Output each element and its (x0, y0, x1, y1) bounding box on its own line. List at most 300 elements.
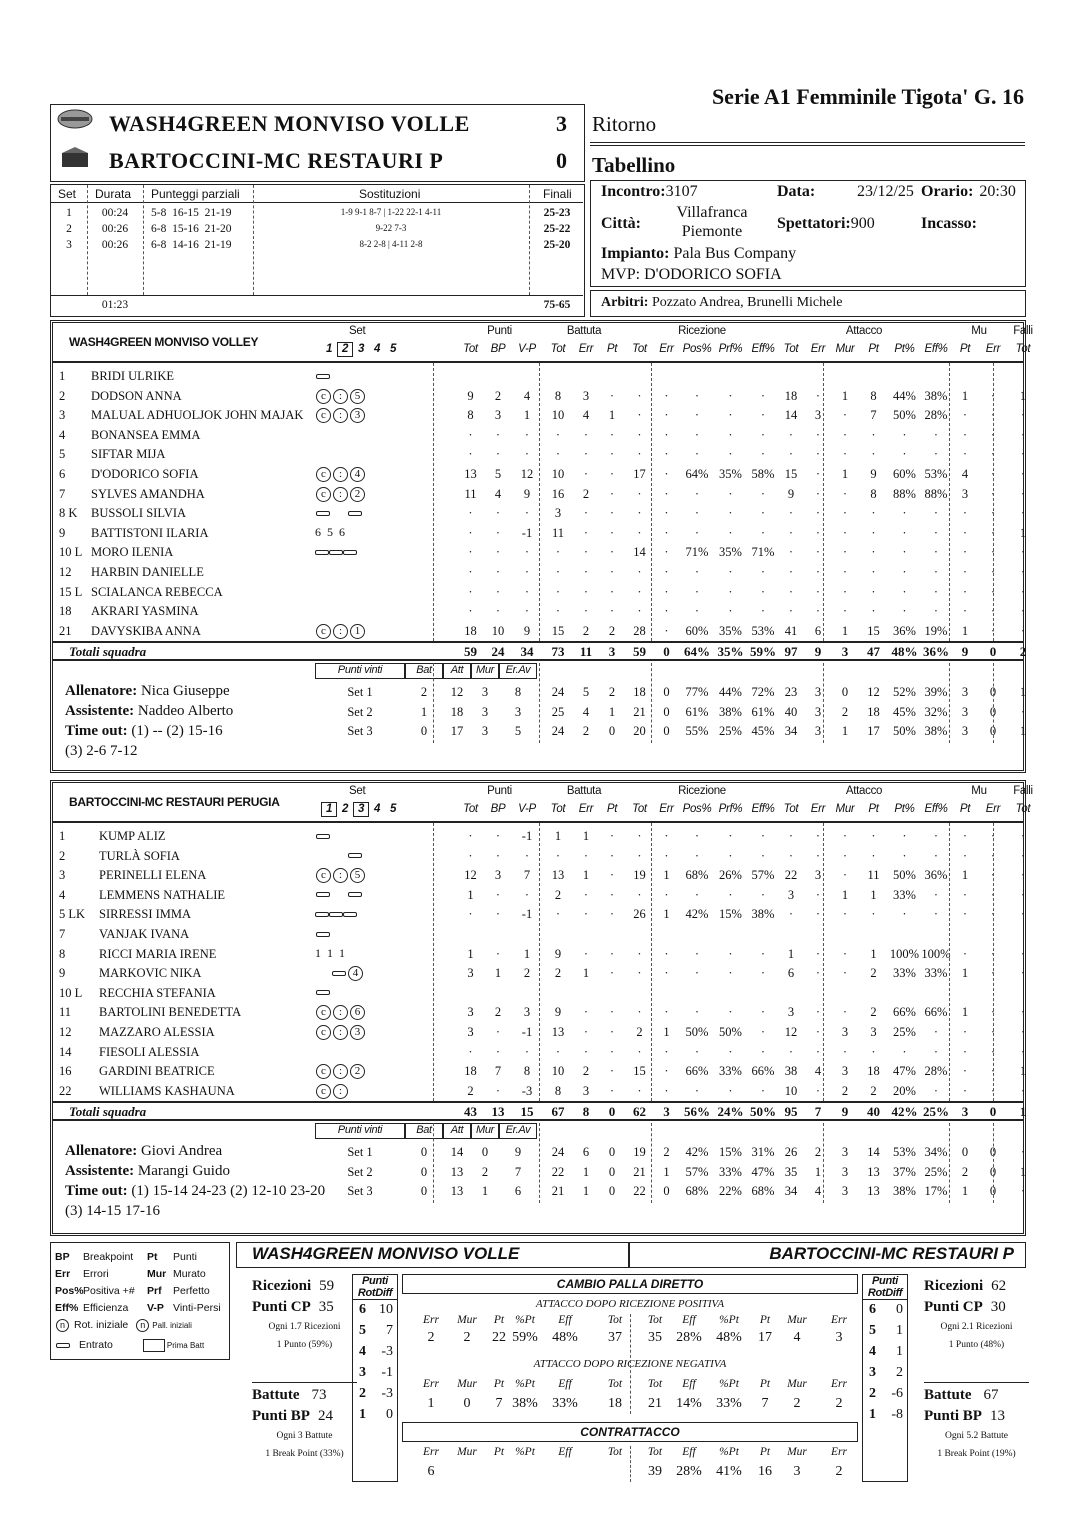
set-stat-cell: 3 (814, 685, 822, 699)
stat-cell: 33% (719, 1064, 742, 1079)
player-name: TURLÀ SOFIA (99, 848, 180, 863)
stat-cell: · (962, 584, 968, 599)
pv-header: Mur (471, 1123, 499, 1139)
pv-cell: 0 (420, 724, 428, 738)
col-header: Pt% (894, 343, 915, 355)
stat-cell: -3 (521, 1083, 533, 1098)
player-number: 16 (59, 1064, 72, 1079)
impianto-value: Pala Bus Company (673, 245, 797, 262)
set-stats-row (53, 1163, 1027, 1182)
stat-cell: · (694, 506, 700, 521)
col-header: Pt (959, 803, 971, 815)
set-row-3: 3 00:26 6-8 14-16 21-19 8-2 2-8 | 4-11 2-8 25-20 (66, 239, 571, 251)
stat-cell: 38 (784, 1064, 798, 1079)
stat-cell: · (524, 545, 530, 560)
stat-cell: · (728, 887, 733, 902)
ratio-text: Ogni 1.7 Ricezioni (268, 1322, 341, 1332)
set-stats-row (53, 703, 1026, 722)
stat-cell: 3 (467, 966, 474, 981)
set-stat-cell: 1 (1019, 724, 1027, 738)
stat-cell: · (637, 887, 642, 902)
player-row (53, 602, 1026, 622)
stat-cell: · (760, 486, 766, 501)
stat-cell: · (637, 1044, 642, 1059)
col-header: Pt (868, 343, 879, 355)
stat-cell: · (871, 829, 876, 843)
stat-cell: · (1020, 1025, 1026, 1039)
total-cell: 43 (464, 1104, 477, 1119)
stat-cell: · (694, 1083, 700, 1098)
stat-cell: 66% (685, 1064, 709, 1079)
stat-cell: · (815, 1025, 821, 1039)
stat-cell: · (524, 584, 530, 599)
stat-cell: · (990, 584, 996, 599)
incontro-label: Incontro: (601, 183, 666, 200)
set-row-1: 1 00:24 5-8 16-15 21-19 1-9 9-1 8-7 | 1-22 22-1 4-11 25-23 (66, 207, 571, 219)
stat-cell: · (902, 506, 907, 521)
stat-cell: 1 (663, 1025, 670, 1039)
stat-cell: 60% (685, 623, 709, 638)
set-stat-cell: · (1020, 1145, 1026, 1159)
set-stat-cell: 3 (841, 1184, 849, 1198)
pv-cell: 7 (514, 1164, 522, 1179)
pv-cell: 13 (450, 1184, 464, 1198)
set-stat-cell: 25% (719, 724, 742, 738)
pv-cell: 2 (420, 685, 428, 699)
stat-cell: · (990, 868, 996, 883)
battute-value: 67 (983, 1387, 999, 1403)
stat-cell: · (468, 1044, 473, 1059)
player-number: 22 (59, 1083, 72, 1098)
stat-cell: · (933, 584, 939, 599)
rotation-circle: 5 (350, 868, 365, 883)
player-name: VANJAK IVANA (99, 927, 190, 941)
stat-cell: · (1020, 467, 1026, 481)
stat-cell: 88% (924, 486, 948, 501)
set-label: Set 2 (347, 704, 373, 719)
set-stat-cell: 0 (961, 1145, 969, 1159)
match-info-box (590, 180, 1026, 287)
stat-cell: · (842, 868, 848, 883)
stat-cell: 2 (582, 1064, 590, 1079)
stat-cell: · (788, 1044, 794, 1059)
stat-cell: · (788, 604, 794, 619)
stat-cell: · (933, 525, 939, 540)
stat-cell: · (1020, 1044, 1026, 1059)
pv-cell: 3 (481, 704, 489, 719)
total-cell: 2 (1019, 644, 1027, 659)
stat-cell: · (609, 506, 615, 521)
stat-cell: 17 (633, 467, 646, 481)
player-sets (315, 505, 405, 520)
stat-cell: 1 (494, 966, 502, 981)
ricezioni-value: 59 (319, 1278, 335, 1294)
set-stat-cell: 33% (719, 1164, 742, 1179)
stat-cell: 1 (582, 966, 590, 981)
stat-cell: 2 (467, 1083, 474, 1098)
stat-cell: · (524, 848, 530, 863)
stat-cell: · (694, 525, 700, 540)
set-number: 5 (389, 803, 397, 815)
rotation-circle: 3 (350, 1025, 365, 1040)
player-row (53, 367, 1023, 387)
stat-cell: · (962, 525, 968, 540)
player-row (53, 1062, 1027, 1082)
stat-cell: · (694, 829, 700, 843)
player-name: D'ODORICO SOFIA (91, 467, 199, 481)
punti-cp-value: 35 (318, 1299, 334, 1315)
stat-cell: · (990, 388, 996, 403)
set-label: Set 1 (347, 685, 373, 699)
set-label: Set 1 (347, 1145, 373, 1159)
total-cell: 56% (684, 1104, 710, 1119)
set-stat-cell: 17% (924, 1184, 948, 1198)
stat-cell: · (609, 486, 615, 501)
stat-cell: · (524, 506, 530, 521)
pv-cell: 3 (481, 685, 489, 699)
player-row (53, 387, 1027, 407)
legend-row: Eff% Efficienza V-P Vinti-Persi (55, 1302, 221, 1314)
set-row-2: 2 00:26 6-8 15-16 21-20 9-22 7-3 25-22 (66, 223, 571, 235)
stat-cell: · (609, 388, 615, 403)
stat-cell: 53% (751, 623, 775, 638)
stat-cell: 15 (551, 623, 565, 638)
rotation-row: 6 10 (359, 1302, 393, 1317)
stat-cell: · (933, 907, 939, 922)
stat-cell: 57% (751, 868, 775, 883)
player-row (53, 504, 1026, 524)
stat-cell: 11 (464, 486, 477, 501)
stat-cell: · (637, 408, 642, 423)
stat-cell: · (468, 447, 473, 462)
stat-cell: · (990, 565, 996, 579)
stat-cell: · (990, 604, 996, 619)
player-sets (315, 407, 405, 423)
stat-cell: · (1020, 623, 1026, 638)
entered-icon (329, 912, 343, 917)
group-header: Falli (1013, 325, 1033, 337)
stat-cell: · (728, 565, 733, 579)
rotation-circle: : (333, 624, 348, 639)
col-header: Pt (606, 803, 618, 815)
legend-box (50, 1242, 230, 1360)
stat-cell: · (1020, 447, 1026, 462)
stat-cell: · (694, 1044, 700, 1059)
stat-cell: 7 (494, 1064, 502, 1079)
set-stats-row (53, 1143, 1026, 1162)
totals-row (53, 641, 1027, 661)
mvp-value: MVP: D'ODORICO SOFIA (601, 266, 782, 283)
col-header: Tot (550, 803, 566, 815)
stat-cell: · (728, 829, 733, 843)
set-stat-cell: 0 (663, 704, 670, 719)
stat-cell: · (815, 848, 821, 863)
stat-cell: · (815, 388, 821, 403)
pv-header: Mur (471, 663, 499, 679)
set-stat-cell: 61% (685, 704, 709, 719)
stat-cell: · (760, 565, 766, 579)
pv-cell: 0 (420, 1164, 428, 1179)
total-cell: 0 (608, 1104, 616, 1119)
stat-cell: · (962, 1083, 968, 1098)
stat-cell: 64% (685, 467, 709, 481)
set-stat-cell: 13 (867, 1184, 880, 1198)
stat-cell: · (933, 848, 939, 863)
stat-cell: · (842, 1005, 848, 1020)
stat-cell: · (583, 447, 589, 462)
player-name: KUMP ALIZ (99, 829, 166, 843)
stat-cell: · (609, 525, 615, 540)
start-positions: 1 1 1 (315, 945, 345, 960)
punti-bp-value: 24 (317, 1408, 333, 1424)
stat-cell: 15% (719, 907, 742, 922)
stat-cell: · (760, 829, 766, 843)
cambio-row: 1 0 7 38% 33% 18 21 14% 33% 7 2 2 (427, 1396, 843, 1411)
stat-cell: · (788, 829, 794, 843)
set-stat-cell: 68% (751, 1184, 775, 1198)
stat-cell: 50% (719, 1025, 742, 1039)
stat-cell: · (815, 1044, 821, 1059)
stat-cell: · (664, 829, 669, 843)
stat-cell: 1 (523, 408, 531, 423)
set-header: Set (349, 785, 366, 797)
stat-cell: · (664, 1083, 669, 1098)
stat-cell: 1 (467, 887, 474, 902)
stat-cell: 4 (582, 408, 590, 423)
set-stat-cell: 0 (989, 704, 997, 719)
coach-name: Nica Giuseppe (140, 683, 230, 699)
stat-cell: · (555, 1044, 561, 1059)
set-stat-cell: 1 (582, 1164, 590, 1179)
col-header: Pt (959, 343, 971, 355)
set-stat-cell: · (1020, 1184, 1026, 1198)
stat-cell: · (1020, 604, 1026, 619)
stat-cell: · (842, 604, 848, 619)
set-stat-cell: 45% (751, 724, 775, 738)
set-stat-cell: 21 (633, 704, 646, 719)
stat-cell: · (609, 1044, 615, 1059)
set-number: 2 (337, 342, 353, 357)
stat-cell: 47% (893, 1064, 916, 1079)
col-header: Tot (783, 803, 799, 815)
set-stats-row (53, 1182, 1026, 1201)
stat-cell: · (760, 584, 766, 599)
stat-cell: · (495, 506, 501, 521)
stat-cell: 11 (867, 868, 880, 883)
set-stat-cell: 2 (582, 724, 590, 738)
stat-cell: 13 (464, 467, 477, 481)
player-row (53, 622, 1026, 642)
pv-cell: 0 (420, 1145, 428, 1159)
stat-cell: · (637, 506, 642, 521)
stat-cell: · (962, 545, 968, 560)
rotation-circle: c (316, 624, 331, 639)
stat-cell: · (760, 447, 766, 462)
player-row (53, 1023, 1026, 1043)
stat-cell: · (694, 447, 700, 462)
stat-cell: · (815, 565, 821, 579)
stat-cell: · (583, 525, 589, 540)
stat-cell: · (555, 447, 561, 462)
player-name: SIRRESSI IMMA (99, 907, 192, 922)
stat-cell: 2 (870, 1005, 877, 1020)
player-name: MORO ILENIA (91, 545, 174, 560)
stat-cell: · (842, 829, 848, 843)
stat-cell: · (990, 525, 996, 540)
citta-value-2: Piemonte (681, 223, 743, 240)
sets-col-finali: Finali (543, 187, 572, 201)
col-header: Err (659, 343, 674, 355)
stat-cell: · (728, 408, 733, 423)
stat-cell: · (583, 584, 589, 599)
set-stat-cell: 38% (893, 1184, 916, 1198)
player-number: 7 (59, 486, 66, 501)
stat-cell: · (902, 447, 907, 462)
stat-cell: · (933, 887, 939, 902)
stat-cell: 33% (893, 966, 916, 981)
stat-cell: 44% (893, 388, 916, 403)
stat-cell: 10 (551, 1064, 565, 1079)
stat-cell: 41 (784, 623, 798, 638)
stat-cell: 100% (889, 946, 920, 961)
stat-cell: · (871, 584, 876, 599)
set-stat-cell: 6 (582, 1145, 590, 1159)
group-header: Battuta (566, 785, 602, 797)
stat-cell: · (815, 966, 821, 981)
stat-cell: · (933, 1025, 939, 1039)
stat-cell: · (990, 1005, 996, 1020)
set-stat-cell: 2 (608, 685, 616, 699)
stat-cell: · (583, 907, 589, 922)
set-stat-cell: 12 (867, 685, 880, 699)
pv-header: Bat (405, 1123, 443, 1139)
stat-cell: · (815, 604, 821, 619)
stat-cell: · (871, 565, 876, 579)
player-sets (315, 486, 405, 502)
stat-cell: · (664, 388, 669, 403)
ratio-text: Ogni 2.1 Ricezioni (940, 1322, 1013, 1332)
stat-cell: · (728, 604, 733, 619)
stat-cell: · (495, 1083, 501, 1098)
set-stat-cell: 4 (582, 704, 590, 719)
stat-cell: · (495, 887, 501, 902)
stat-cell: · (815, 447, 821, 462)
total-cell: 64% (684, 644, 710, 659)
stat-cell: 9 (467, 388, 474, 403)
set-stat-cell: 77% (685, 685, 709, 699)
stat-cell: -1 (521, 525, 533, 540)
stat-cell: · (609, 1064, 615, 1079)
stat-cell: 26% (719, 868, 742, 883)
stat-cell: · (902, 427, 907, 442)
stat-cell: -1 (521, 829, 533, 843)
player-name: SIFTAR MIJA (91, 447, 166, 462)
stat-cell: · (815, 829, 821, 843)
player-sets (315, 1004, 405, 1020)
set-stat-cell: 26 (784, 1145, 798, 1159)
sets-col-durata: Durata (95, 187, 132, 201)
stat-cell: 10 (784, 1083, 798, 1098)
set-stat-cell: 3 (961, 685, 969, 699)
stat-cell: 38% (924, 388, 948, 403)
entered-icon (316, 932, 330, 937)
stat-cell: 71% (751, 545, 775, 560)
away-stats-section (50, 780, 1033, 1236)
pv-header: Att (443, 1123, 471, 1139)
cambio-header: Err Mur Pt %Pt Eff Tot Tot Eff %Pt Pt Mur Err (423, 1446, 847, 1458)
assistant-label: Assistente: (65, 703, 135, 719)
set-stat-cell: 19 (633, 1145, 646, 1159)
stat-cell: · (871, 525, 876, 540)
col-header: V-P (518, 343, 536, 355)
set-stat-cell: 14 (867, 1145, 880, 1159)
group-header: Punti (487, 325, 512, 337)
rotation-row: 4 -3 (359, 1344, 393, 1359)
entrato-icon (56, 1343, 70, 1348)
stat-cell: 1 (961, 868, 969, 883)
stat-cell: · (788, 525, 794, 540)
stat-cell: 2 (554, 966, 562, 981)
stat-cell: · (842, 565, 848, 579)
player-row (53, 1082, 1026, 1102)
stat-cell: · (962, 946, 968, 961)
stat-cell: · (990, 506, 996, 521)
stat-cell: · (990, 848, 996, 863)
rotation-box: Punti RotDiff 6 0 5 1 4 1 3 2 2 -6 1 -8 (862, 1274, 908, 1482)
stat-cell: · (1020, 545, 1026, 560)
stat-cell: · (728, 848, 733, 863)
set-stat-cell: 20 (633, 724, 646, 738)
stat-cell: · (468, 565, 473, 579)
col-header: Tot (1015, 343, 1031, 355)
stat-cell: · (760, 946, 766, 961)
stat-cell: 2 (523, 966, 531, 981)
total-cell: 9 (841, 1104, 849, 1119)
stat-cell: · (728, 427, 733, 442)
stat-cell: 15 (633, 1064, 646, 1079)
total-cell: 13 (491, 1104, 505, 1119)
entered-icon (316, 511, 330, 516)
pos-title: ATTACCO DOPO RICEZIONE POSITIVA (535, 1298, 725, 1310)
stat-cell: 2 (554, 887, 562, 902)
stat-cell: · (990, 408, 996, 423)
set-stat-cell: 55% (685, 724, 709, 738)
stat-cell: 3 (814, 408, 822, 423)
data-label: Data: (777, 183, 816, 200)
stat-cell: 33% (893, 887, 916, 902)
battute-label: Battute (252, 1387, 300, 1403)
stat-cell: · (609, 427, 615, 442)
stat-cell: · (664, 486, 669, 501)
pv-header: Punti vinti (315, 1123, 405, 1139)
stat-cell: 50% (893, 868, 916, 883)
stat-cell: · (583, 1025, 589, 1039)
stat-cell: · (609, 966, 615, 981)
pv-cell: 17 (450, 724, 464, 738)
rotation-circle: 6 (350, 1005, 365, 1020)
stat-cell: · (524, 447, 530, 462)
stat-cell: · (990, 1044, 996, 1059)
set-stat-cell: 25% (924, 1164, 948, 1179)
set-stat-cell: 1 (608, 704, 616, 719)
stat-cell: · (694, 848, 700, 863)
legend-row: BP Breakpoint Pt Punti (55, 1251, 197, 1263)
stat-cell: 28% (924, 1064, 948, 1079)
stat-cell: · (609, 467, 615, 481)
total-cell: 9 (961, 644, 969, 659)
player-sets (315, 1083, 405, 1099)
player-row (53, 925, 1023, 945)
